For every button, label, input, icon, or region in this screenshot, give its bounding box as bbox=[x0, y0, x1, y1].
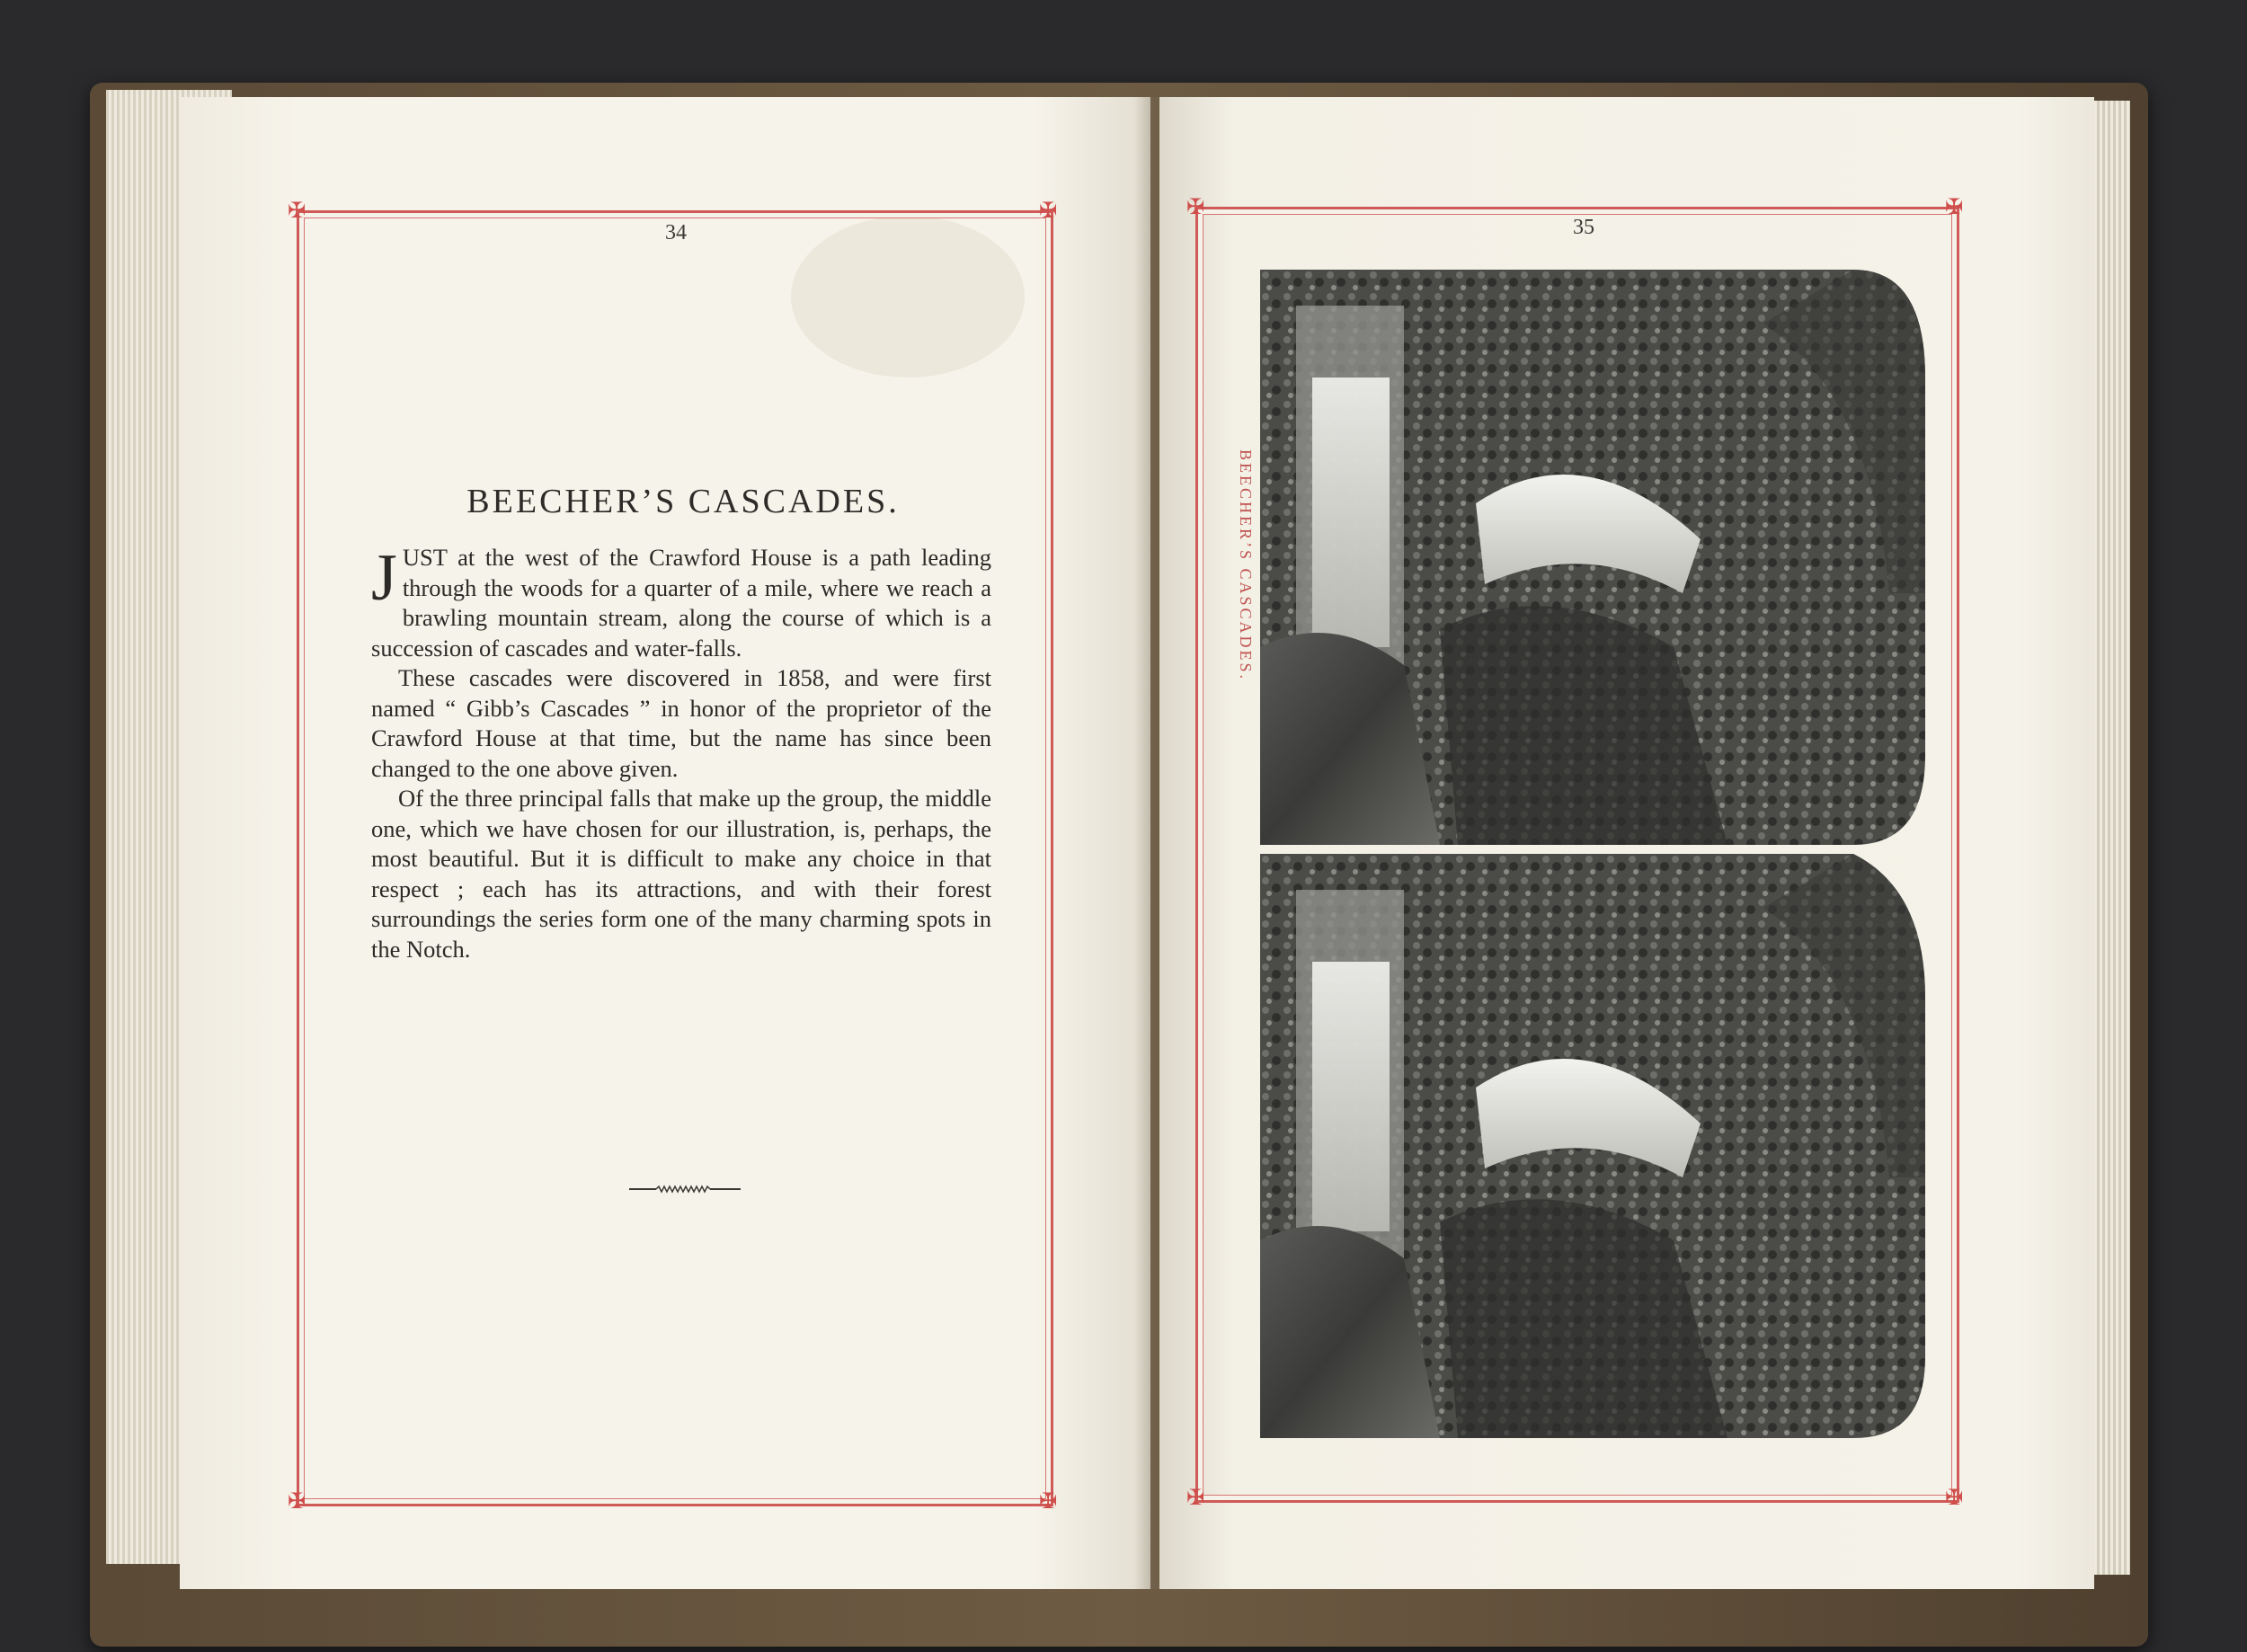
paragraph-1 bbox=[371, 543, 991, 663]
cross-ornament-icon: ✠ bbox=[1038, 198, 1058, 223]
cross-ornament-icon: ✠ bbox=[1944, 1485, 1964, 1510]
stereo-image-top bbox=[1260, 270, 1925, 845]
paragraph-1-text: UST at the west of the Crawford House is a path leading through the woods for a quarter of a mile, where we reach a brawling mountain stream, along the course of which is a succession of cascades and water-falls. bbox=[371, 544, 991, 662]
stereograph-photo bbox=[1260, 270, 1925, 1438]
cross-ornament-icon: ✠ bbox=[1944, 194, 1964, 219]
right-page-number: 35 bbox=[1573, 216, 1594, 239]
wavy-rule-ornament bbox=[629, 1185, 741, 1194]
dropcap: J bbox=[371, 541, 397, 615]
cross-ornament-icon: ✠ bbox=[1186, 1485, 1205, 1510]
page-title: BEECHER’S CASCADES. bbox=[466, 483, 900, 520]
cross-ornament-icon: ✠ bbox=[1186, 194, 1205, 219]
paragraph-3: Of the three principal falls that make up the group, the middle one, which we have chosen for our illustration, is, perhaps, the most beautiful. But it is difficult to make any choice in that respect ; each has its attractions, and with their forest surroundings the series form one of the many charming spots in the Notch. bbox=[371, 785, 991, 963]
left-page-number: 34 bbox=[665, 221, 687, 244]
side-caption: BEECHER’S CASCADES. bbox=[1237, 449, 1255, 682]
paragraph-2: These cascades were discovered in 1858, and were first named “ Gibb’s Cascades ” in honor of the proprietor of the Crawford House at that time, but the name has since been changed to the one above given. bbox=[371, 664, 991, 782]
cross-ornament-icon: ✠ bbox=[1038, 1488, 1058, 1514]
body-text bbox=[371, 543, 991, 964]
stereo-image-bottom bbox=[1260, 854, 1925, 1438]
cross-ornament-icon: ✠ bbox=[287, 198, 306, 223]
cross-ornament-icon: ✠ bbox=[287, 1488, 306, 1514]
